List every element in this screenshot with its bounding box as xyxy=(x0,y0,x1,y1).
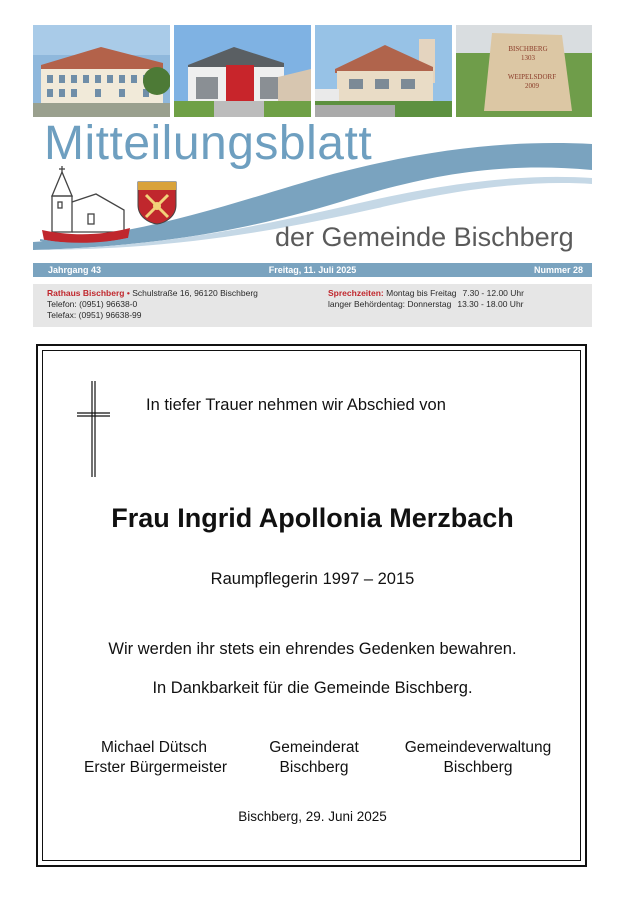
place-date: Bischberg, 29. Juni 2025 xyxy=(238,809,387,824)
hours-days: Montag bis Freitag xyxy=(386,288,457,298)
deceased-role: Raumpflegerin 1997 – 2015 xyxy=(210,570,415,588)
townhall-address: Schulstraße 16, 96120 Bischberg xyxy=(132,288,258,298)
signatory-name: Gemeinderat xyxy=(269,739,359,756)
signatory-name: Michael Dütsch xyxy=(101,739,207,756)
signatory-administration xyxy=(398,738,558,778)
stone-line-3: WEIPELSDORF xyxy=(507,73,557,81)
signatory-title: Erster Bürgermeister xyxy=(84,759,227,776)
obituary-intro: In tiefer Trauer nehmen wir Abschied von xyxy=(146,396,446,414)
masthead-title: Mitteilungsblatt xyxy=(44,117,373,170)
signatory-council xyxy=(244,738,384,778)
issue-number: Nummer 28 xyxy=(533,265,583,275)
signatory-mayor xyxy=(84,738,227,778)
hours-time: 7.30 - 12.00 Uhr xyxy=(462,288,524,298)
deceased-name: Frau Ingrid Apollonia Merzbach xyxy=(111,503,514,533)
stone-line-4: 2009 xyxy=(525,82,539,90)
townhall-label: Rathaus Bischberg • xyxy=(47,288,130,298)
townhall-fax: Telefax: (0951) 96638-99 xyxy=(47,310,142,320)
masthead-subtitle: der Gemeinde Bischberg xyxy=(275,222,574,252)
remembrance-line: Wir werden ihr stets ein ehrendes Gedenken bewahren. xyxy=(108,640,517,658)
stone-line-1: BISCHBERG xyxy=(508,45,548,53)
signatory-title: Bischberg xyxy=(279,759,349,776)
signatory-title: Bischberg xyxy=(443,759,513,776)
gratitude-line: In Dankbarkeit für die Gemeinde Bischberg. xyxy=(152,679,473,697)
townhall-phone: Telefon: (0951) 96638-0 xyxy=(47,299,138,309)
signatory-name: Gemeindeverwaltung xyxy=(404,739,552,756)
issue-date: Freitag, 11. Juli 2025 xyxy=(268,265,357,275)
late-day-time: 13.30 - 18.00 Uhr xyxy=(457,299,524,309)
stone-line-2: 1303 xyxy=(521,54,535,62)
late-day-label: langer Behördentag: Donnerstag xyxy=(328,299,452,309)
hours-label: Sprechzeiten: xyxy=(328,288,384,298)
volume-label: Jahrgang 43 xyxy=(48,265,102,275)
